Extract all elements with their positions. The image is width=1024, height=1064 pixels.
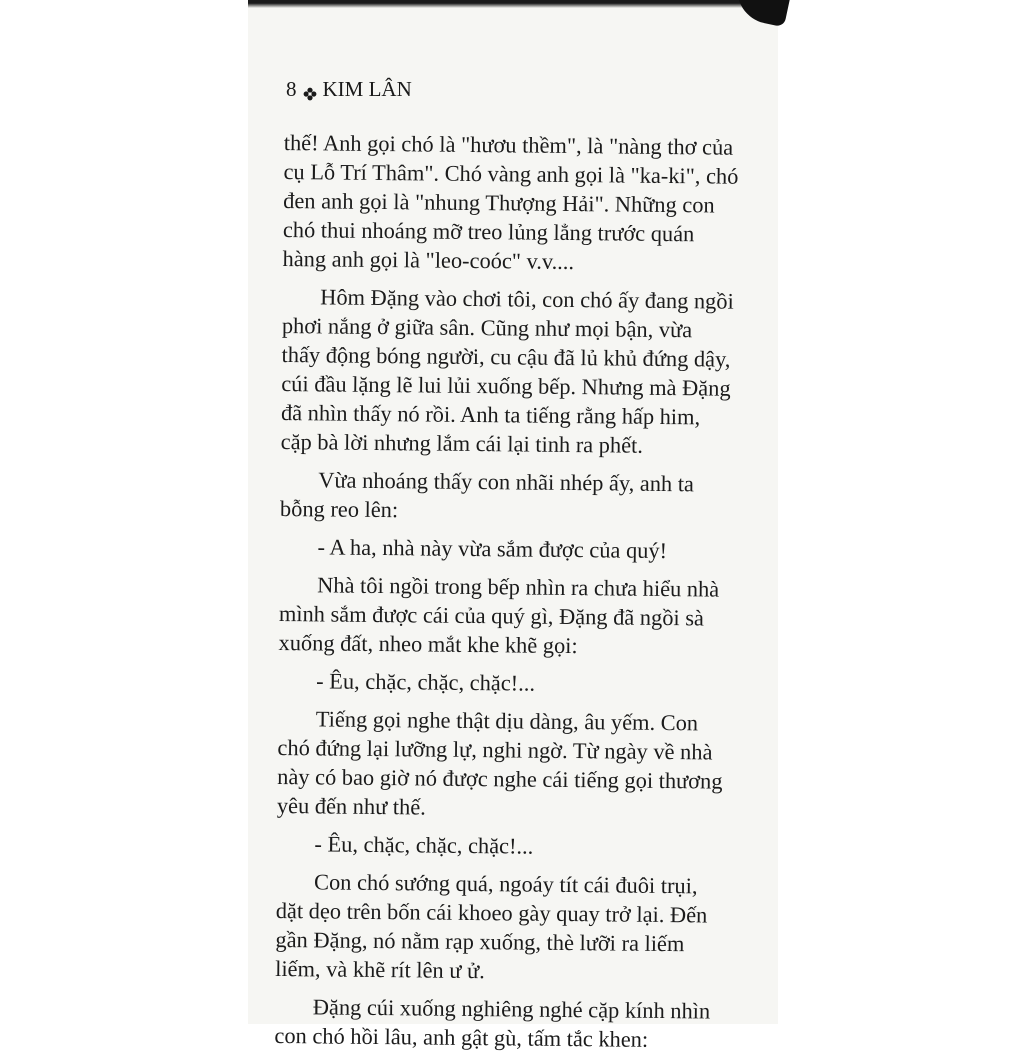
text-line: con chó hồi lâu, anh gật gù, tấm tắc khen: xyxy=(274,1022,649,1052)
text-line: cụ Lỗ Trí Thâm". Chó vàng anh gọi là "ka-ki", chó xyxy=(283,158,739,189)
text-line: chó đứng lại lưỡng lự, nghi ngờ. Từ ngày về nhà xyxy=(277,734,713,765)
paragraph xyxy=(282,128,771,278)
body-text xyxy=(274,128,772,1064)
text-line: - A ha, nhà này vừa sắm được của quý! xyxy=(317,534,668,564)
flower-icon xyxy=(303,82,317,96)
text-line: gần Đặng, nó nằm rạp xuống, thè lưỡi ra liếm xyxy=(275,926,685,957)
paragraph xyxy=(274,992,763,1055)
text-line: liếm, và khẽ rít lên ư ử. xyxy=(275,955,485,984)
text-line: thấy động bóng người, cu cậu đã lủ khủ đứng dậy, xyxy=(281,341,731,372)
text-line: Con chó sướng quá, ngoáy tít cái đuôi trụi, xyxy=(313,869,698,899)
text-line: yêu đến như thế. xyxy=(276,792,426,820)
text-line: đã nhìn thấy nó rồi. Anh ta tiếng rằng hấp him, xyxy=(280,399,701,430)
text-line: thế! Anh gọi chó là "hươu thềm", là "nàng thơ của xyxy=(283,129,734,160)
text-line: phơi nắng ở giữa sân. Cũng như mọi bận, vừa xyxy=(281,312,693,343)
paragraph xyxy=(276,829,764,863)
text-line: xuống đất, nheo mắt khe khẽ gọi: xyxy=(278,629,578,659)
text-line: hàng anh gọi là "leo-coóc" v.v.... xyxy=(282,245,575,275)
paragraph xyxy=(277,704,766,825)
page-number: 8 xyxy=(286,76,297,101)
author-name: KIM LÂN xyxy=(322,76,412,101)
paragraph xyxy=(279,532,767,566)
paragraph xyxy=(278,570,767,662)
book-page xyxy=(248,0,778,1052)
page-corner-shadow xyxy=(731,0,791,27)
text-line: Hôm Đặng vào chơi tôi, con chó ấy đang ngồi xyxy=(320,284,734,314)
paragraph xyxy=(275,867,764,988)
text-line: Đặng cúi xuống nghiêng nghé cặp kính nhìn xyxy=(312,994,711,1024)
text-line: chó thui nhoáng mỡ treo lủng lẳng trước quán xyxy=(282,216,695,247)
text-line: mình sắm được cái của quý gì, Đặng đã ngồi sà xyxy=(278,600,705,631)
text-line: dặt dẹo trên bốn cái khoeo gày quay trở lại. Đến xyxy=(275,897,708,928)
running-header xyxy=(286,76,412,102)
page-top-shadow xyxy=(248,0,778,8)
paragraph xyxy=(278,666,766,700)
text-line: - Êu, chặc, chặc, chặc!... xyxy=(314,831,534,859)
text-line: này có bao giờ nó được nghe cái tiếng gọi thương xyxy=(277,763,723,794)
text-line: - Êu, chặc, chặc, chặc!... xyxy=(316,668,536,696)
paragraph xyxy=(281,282,771,461)
text-line: Vừa nhoáng thấy con nhãi nhép ấy, anh ta xyxy=(318,467,695,497)
text-line: cặp bà lời nhưng lắm cái lại tinh ra phết. xyxy=(280,428,644,458)
text-line: cúi đầu lặng lẽ lui lủi xuống bếp. Nhưng mà Đặng xyxy=(281,370,731,401)
text-line: đen anh gọi là "nhung Thượng Hải". Những con xyxy=(283,187,715,218)
text-line: bỗng reo lên: xyxy=(279,495,399,523)
text-line: Tiếng gọi nghe thật dịu dàng, âu yếm. Con xyxy=(315,706,699,736)
text-line: Nhà tôi ngồi trong bếp nhìn ra chưa hiểu nhà xyxy=(317,572,720,602)
paragraph xyxy=(280,465,769,528)
